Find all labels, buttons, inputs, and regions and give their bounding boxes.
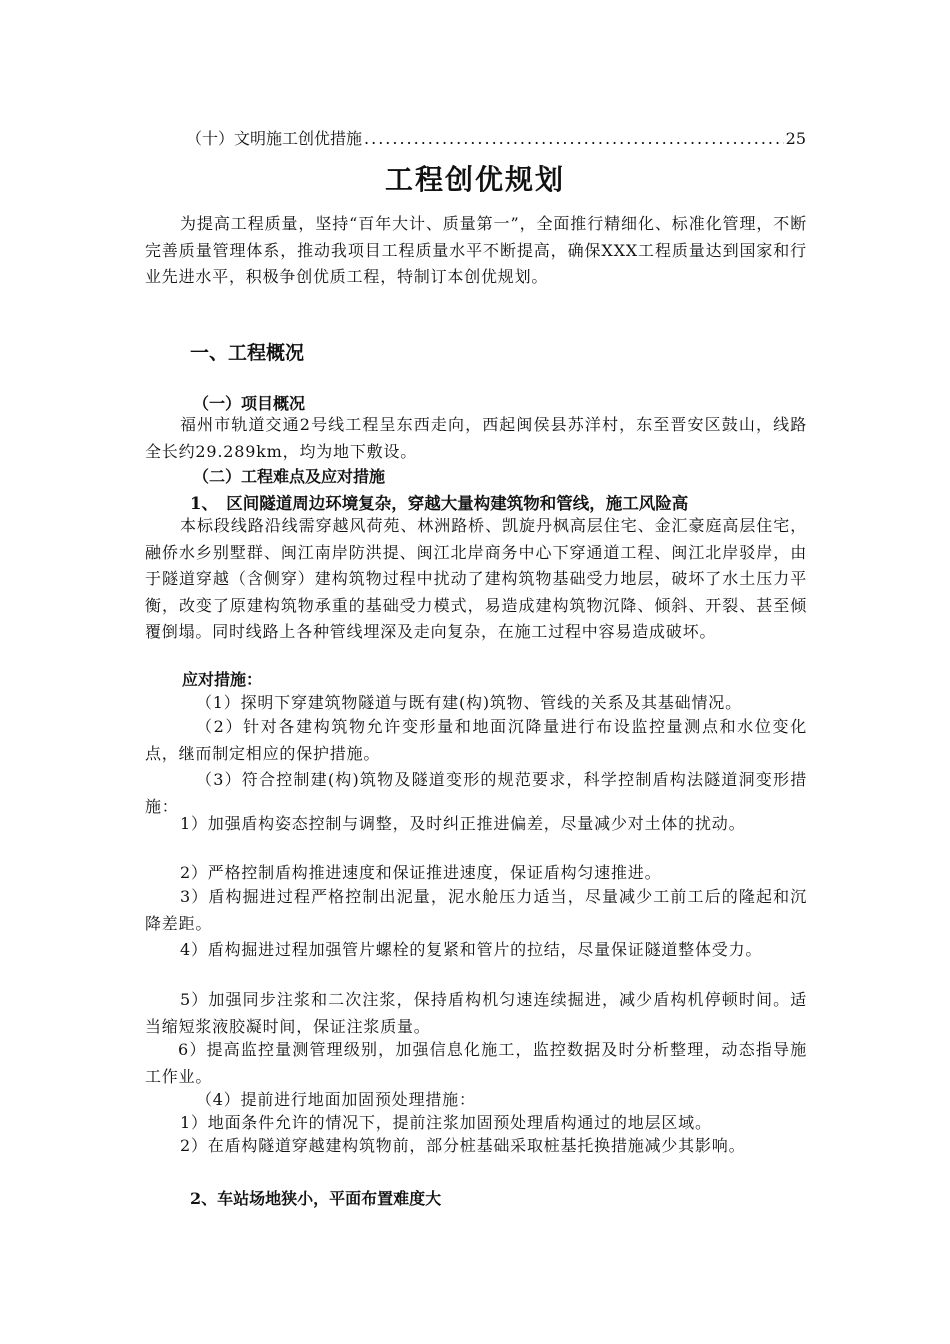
- toc-entry[interactable]: [186, 126, 806, 149]
- intro-paragraph: 为提高工程质量，坚持“百年大计、质量第一”，全面推行精细化、标准化管理，不断完善质量管理体系，推动我项目工程质量水平不断提高，确保XXX工程质量达到国家和行业先进水平，积极争创优质工程，特制订本创优规划。: [145, 214, 807, 286]
- difficulty-1-text: 本标段线路沿线需穿越风荷苑、林洲路桥、凯旋丹枫高层住宅、金汇豪庭高层住宅，融侨水乡别墅群、闽江南岸防洪提、闽江北岸商务中心下穿通道工程、闽江北岸驳岸，由于隧道穿越（含侧穿）建构筑物过程中扰动了建构筑物基础受力地层，破坏了水土压力平衡，改变了原建构筑物承重的基础受力模式，易造成建构筑物沉降、倾斜、开裂、甚至倾覆倒塌。同时线路上各种管线埋深及走向复杂，在施工过程中容易造成破坏。: [145, 516, 807, 641]
- subsection-heading-project: （一）项目概况: [193, 394, 306, 413]
- document-title: 工程创优规划: [384, 163, 565, 196]
- measure-3-item-5: 5）加强同步注浆和二次注浆，保持盾构机匀速连续掘进，减少盾构机停顿时间。适当缩短浆液胶凝时间，保证注浆质量。: [145, 990, 807, 1036]
- subsection-heading-difficulties: （二）工程难点及应对措施: [193, 467, 386, 486]
- measure-3-item-6: 6）提高监控量测管理级别，加强信息化施工，监控数据及时分析整理，动态指导施工作业。: [145, 1040, 807, 1086]
- project-overview-text: 福州市轨道交通2号线工程呈东西走向，西起闽侯县苏洋村，东至晋安区鼓山，线路全长约29.289km，均为地下敷设。: [145, 415, 807, 461]
- measure-3-item-4: 4）盾构掘进过程加强管片螺栓的复紧和管片的拉结，尽量保证隧道整体受力。: [180, 940, 763, 959]
- measure-1: （1）探明下穿建筑物隧道与既有建(构)筑物、管线的关系及其基础情况。: [196, 693, 742, 712]
- difficulty-2-heading: 2、车站场地狭小，平面布置难度大: [190, 1189, 442, 1208]
- toc-leader-dots: [364, 129, 784, 148]
- measure-2: （2）针对各建构筑物允许变形量和地面沉降量进行布设监控量测点和水位变化点，继而制定相应的保护措施。: [145, 717, 807, 763]
- difficulty-1-heading: 1、 区间隧道周边环境复杂，穿越大量构建筑物和管线，施工风险高: [190, 494, 689, 513]
- measure-3: （3）符合控制建(构)筑物及隧道变形的规范要求，科学控制盾构法隧道洞变形措施：: [145, 770, 807, 816]
- measure-4-item-2: 2）在盾构隧道穿越建构筑物前，部分桩基础采取桩基托换措施减少其影响。: [180, 1136, 746, 1155]
- measure-4-item-1: 1）地面条件允许的情况下，提前注浆加固预处理盾构通过的地层区域。: [180, 1113, 712, 1132]
- measure-3-item-3: 3）盾构掘进过程严格控制出泥量，泥水舱压力适当，尽量减少工前工后的隆起和沉降差距。: [145, 887, 807, 933]
- toc-entry-page: 25: [785, 129, 806, 148]
- measures-label: 应对措施：: [182, 670, 263, 689]
- section-heading-overview: 一、工程概况: [190, 342, 305, 364]
- measure-4: （4）提前进行地面加固预处理措施：: [196, 1090, 476, 1109]
- measure-3-item-1: 1）加强盾构姿态控制与调整，及时纠正推进偏差，尽量减少对土体的扰动。: [180, 814, 746, 833]
- toc-entry-label: （十）文明施工创优措施: [186, 129, 363, 148]
- measure-3-item-2: 2）严格控制盾构推进速度和保证推进速度，保证盾构匀速推进。: [180, 863, 662, 882]
